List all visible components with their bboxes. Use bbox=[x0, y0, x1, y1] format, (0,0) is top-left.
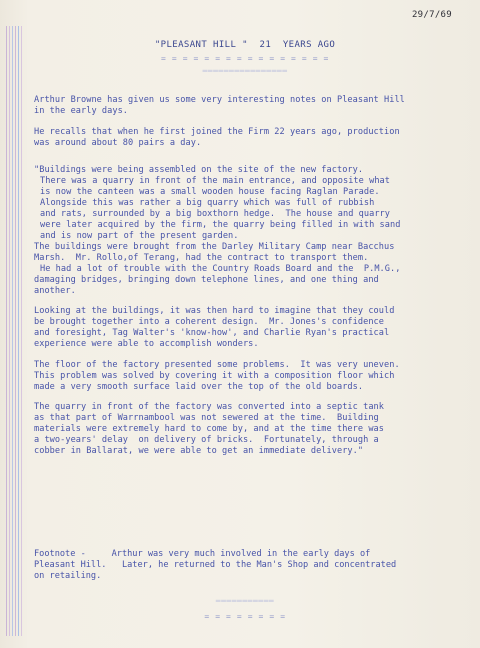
text-line: The buildings were brought from the Darley Military Camp near Bacchus bbox=[34, 242, 395, 252]
text-line: The floor of the factory presented some problems. It was very uneven. bbox=[34, 360, 400, 370]
date-stamp: 29/7/69 bbox=[411, 10, 452, 20]
text-line: as that part of Warrnambool was not sewered at the time. Building bbox=[34, 413, 379, 423]
text-line: The quarry in front of the factory was converted into a septic tank bbox=[34, 402, 384, 412]
text-line: experience were able to accomplish wonders. bbox=[34, 339, 259, 349]
footnote bbox=[34, 549, 464, 582]
text-line: another. bbox=[34, 286, 76, 296]
paragraph-quarry bbox=[34, 402, 470, 457]
paragraph-design bbox=[34, 306, 470, 350]
text-line: He had a lot of trouble with the Country Roads Board and the P.M.G., bbox=[40, 264, 401, 274]
text-line: were later acquired by the firm, the quarry being filled in with sand bbox=[40, 220, 401, 230]
bleed-through-text: ▬▬▬▬▬▬▬▬▬▬▬ bbox=[215, 596, 275, 605]
paragraph-buildings bbox=[34, 242, 470, 297]
margin-rule-lines bbox=[6, 26, 24, 636]
text-line: cobber in Ballarat, we were able to get an immediate delivery." bbox=[34, 446, 364, 456]
text-line: Alongside this was rather a big quarry which was full of rubbish bbox=[40, 198, 375, 208]
text-line: There was a quarry in front of the main entrance, and opposite what bbox=[40, 176, 390, 186]
paragraph-floor bbox=[34, 360, 470, 393]
text-line: Marsh. Mr. Rollo,of Terang, had the contract to transport them. bbox=[34, 253, 369, 263]
text-line: on retailing. bbox=[34, 571, 102, 581]
closing-rule: = = = = = = = = bbox=[204, 612, 286, 621]
text-line: a two-years' delay on delivery of bricks. Fortunately, through a bbox=[34, 435, 379, 445]
text-line: materials were extremely hard to come by, and at the time there was bbox=[34, 424, 384, 434]
text-line: be brought together into a coherent design. Mr. Jones's confidence bbox=[34, 317, 384, 327]
paragraph-intro bbox=[34, 95, 470, 117]
text-line: He recalls that when he first joined the Firm 22 years ago, production bbox=[34, 127, 400, 137]
text-line: Arthur Browne has given us some very interesting notes on Pleasant Hill bbox=[34, 95, 405, 105]
text-line: made a very smooth surface laid over the top of the old boards. bbox=[34, 382, 364, 392]
text-line: damaging bridges, bringing down telephone lines, and one thing and bbox=[34, 275, 379, 285]
text-line: This problem was solved by covering it with a composition floor which bbox=[34, 371, 395, 381]
text-line: "Buildings were being assembled on the site of the new factory. bbox=[34, 165, 364, 175]
text-line: Footnote - Arthur was very much involved in the early days of bbox=[34, 549, 371, 559]
text-line: in the early days. bbox=[34, 106, 129, 116]
title-underline: = = = = = = = = = = = = = = = = bbox=[161, 54, 329, 63]
text-line: and is now part of the present garden. bbox=[40, 231, 239, 241]
text-line: and foresight, Tag Walter's 'know-how', and Charlie Ryan's practical bbox=[34, 328, 390, 338]
text-line: Pleasant Hill. Later, he returned to the Man's Shop and concentrated bbox=[34, 560, 397, 570]
bleed-through-text: ▬▬▬▬▬▬▬▬▬▬▬▬▬▬▬▬ bbox=[202, 66, 288, 75]
text-line: is now the canteen was a small wooden house facing Raglan Parade. bbox=[40, 187, 380, 197]
text-line: and rats, surrounded by a big boxthorn hedge. The house and quarry bbox=[40, 209, 390, 219]
paragraph-production bbox=[34, 127, 470, 149]
text-line: was around about 80 pairs a day. bbox=[34, 138, 202, 148]
page-title: "PLEASANT HILL " 21 YEARS AGO bbox=[154, 40, 336, 50]
text-line: Looking at the buildings, it was then hard to imagine that they could bbox=[34, 306, 395, 316]
paragraph-quote-start bbox=[34, 165, 470, 242]
